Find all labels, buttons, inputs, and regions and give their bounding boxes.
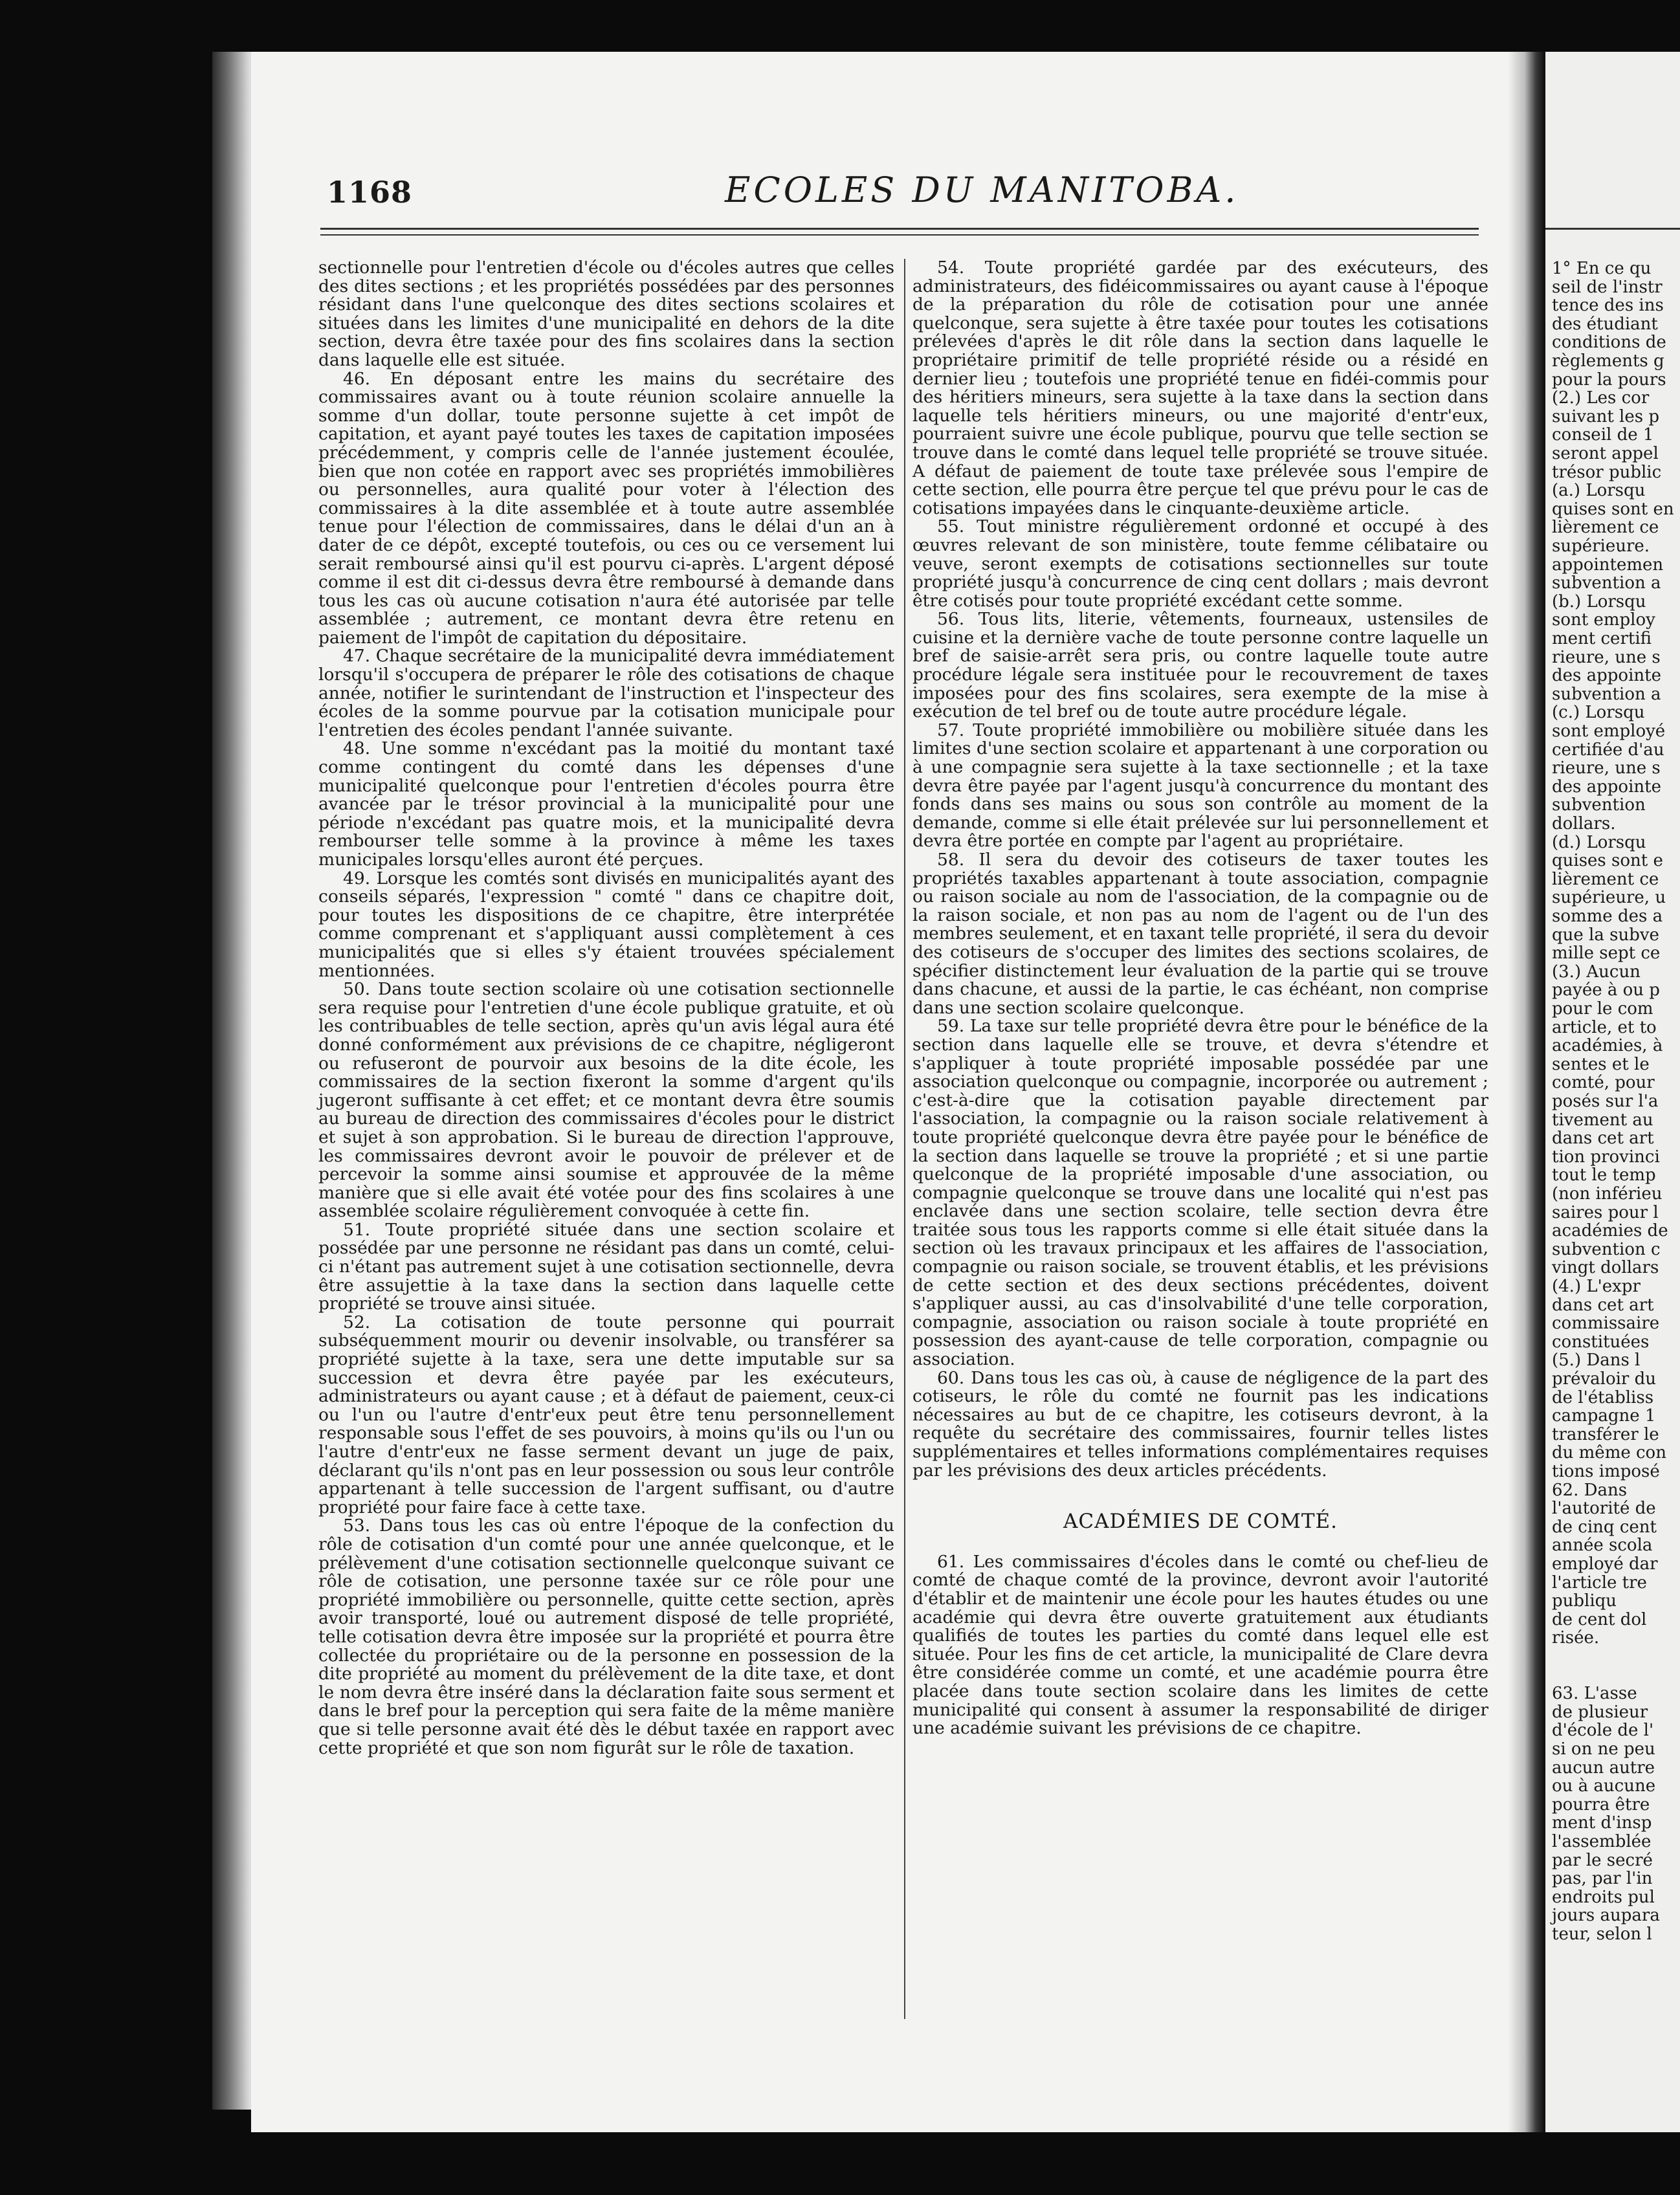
running-head: ECOLES DU MANITOBA.: [725, 170, 1239, 210]
column-divider: [904, 259, 905, 2019]
adjacent-page-line: endroits pul: [1552, 1887, 1655, 1907]
adjacent-page-line: 62. Dans: [1552, 1480, 1628, 1500]
adjacent-page-line: jours aupara: [1552, 1906, 1660, 1926]
section-heading: ACADÉMIES DE COMTÉ.: [1063, 1510, 1338, 1534]
adjacent-page-line: seront appel: [1552, 444, 1659, 463]
adjacent-page-line: suivant les p: [1552, 406, 1660, 426]
adjacent-page-line: du même con: [1552, 1443, 1666, 1463]
adjacent-page-line: rieure, une s: [1552, 758, 1661, 778]
adjacent-page-line: (b.) Lorsqu: [1552, 591, 1646, 612]
adjacent-page-line: appointemen: [1552, 555, 1664, 575]
page-gutter: [1508, 52, 1545, 2132]
paragraph-61: 61. Les commissaires d'écoles dans le comté ou chef-lieu de comté de chaque comté de la province, devront avoir l'autorité d'établir et de maintenir une école pour les hautes études ou une académie qui devra être ouverte gratuitement aux étudiants qualifiés de toutes les parties du comté dans lequel elle est située. Pour les fins de cet article, la municipalité de Clare devra être considérée comme un comté, et une académie pourra être placée dans toute section scolaire dans les limites de cette municipalité qui consent à assumer la responsabilité de diriger une académie suivant les prévisions de ce chapitre.: [912, 1551, 1488, 1739]
adjacent-page-line: trésor public: [1552, 462, 1662, 482]
paragraph-50: 50. Dans toute section scolaire où une cotisation sectionnelle sera requise pour l'entretien d'une école publique gratuite, et où les contribuables de telle section, après qu'un avis légal aura été donné conformément aux prévisions de ce chapitre, négligeront ou refuseront de pourvoir aux besoins de la dite école, les commissaires de la section fixeront la somme d'argent qu'ils jugeront suffisante à cet effet; et ce montant devra être soumis au bureau de direction des commissaires d'écoles pour le district et sujet à son approbation. Si le bureau de direction l'approuve, les commissaires devront avoir le pouvoir de prélever et de percevoir la somme ainsi soumise et approuvée de la même manière que si elle avait été votée pour des fins scolaires à une assemblée scolaire régulièrement convoquée à cette fin.: [318, 979, 894, 1222]
adjacent-page-line: tence des ins: [1552, 296, 1664, 316]
adjacent-page-line: tions imposé: [1552, 1462, 1660, 1481]
adjacent-page-line: saires pour l: [1552, 1202, 1659, 1222]
adjacent-page-line: pour le com: [1552, 999, 1653, 1019]
adjacent-page-line: mille sept ce: [1552, 943, 1661, 964]
adjacent-page-line: quises sont en: [1552, 499, 1674, 519]
paragraph-47: 47. Chaque secrétaire de la municipalité devra immédiatement lorsqu'il s'occupera de préparer le rôle des cotisations de chaque année, notifier le surintendant de l'instruction et l'inspecteur des écoles de la somme pourvue par la cotisation municipale pour l'entretien des écoles pendant l'année suivante.: [318, 646, 894, 740]
adjacent-page-line: si on ne peu: [1552, 1739, 1655, 1759]
adjacent-page-line: dans cet art: [1552, 1129, 1654, 1149]
adjacent-page-line: 63. L'asse: [1552, 1684, 1637, 1704]
paragraph-55: 55. Tout ministre régulièrement ordonné et occupé à des œuvres relevant de son ministère, toute femme célibataire ou veuve, seront exempts de cotisations sectionnelles sur toute propriété jusqu'à concurrence de cinq cent dollars ; mais devront être cotisés pour toute propriété excédant cette somme.: [912, 516, 1488, 611]
adjacent-page-line: de cent dol: [1552, 1609, 1647, 1629]
adjacent-page-line: (non inférieu: [1552, 1184, 1663, 1204]
adjacent-page-line: règlements g: [1552, 351, 1664, 371]
adjacent-page-line: ment d'insp: [1552, 1813, 1652, 1833]
adjacent-page-line: d'école de l': [1552, 1721, 1654, 1741]
adjacent-page-line: de plusieur: [1552, 1702, 1648, 1722]
paragraph-60: 60. Dans tous les cas où, à cause de négligence de la part des cotiseurs, le rôle du comté ne fournit pas les indications nécessaires au but de ce chapitre, les cotiseurs devront, à la requête du secrétaire des commissaires, fournir telles listes supplémentaires et telles informations complémentaires requises par les prévisions des deux articles précédents.: [912, 1367, 1488, 1481]
adjacent-page-line: prévaloir du: [1552, 1369, 1657, 1389]
adjacent-page-line: ment certifi: [1552, 629, 1652, 648]
adjacent-page-line: lièrement ce: [1552, 869, 1659, 889]
adjacent-page-line: (3.) Aucun: [1552, 962, 1641, 982]
header-rule: [320, 228, 1479, 230]
right-column: [912, 259, 1488, 1738]
paragraph-54: 54. Toute propriété gardée par des exécuteurs, des administrateurs, des fidéicommissaires ou ayant cause à l'époque de la préparation du rôle de cotisation pour une année quelconque, sera sujette à être taxée pour toutes les cotisations prélevées d'après le dit rôle dans la section dans laquelle le propriétaire primitif de telle propriété réside ou a résidé en dernier lieu ; toutefois une propriété tenue en fidéi-commis pour des héritiers mineurs, sera sujette à la taxe dans la section dans laquelle tels héritiers mineurs, ou une majorité d'entr'eux, pourraient suivre une école publique, pourvu que telle section se trouve dans le comté dans lequel telle propriété se trouve située. A défaut de paiement de toute taxe prélevée sous l'empire de cette section, elle pourra être perçue tel que prévu pour le cas de cotisations impayées dans le cinquante-deuxième article.: [912, 258, 1488, 518]
adjacent-page-line: teur, selon l: [1552, 1925, 1652, 1944]
adjacent-page-line: posés sur l'a: [1552, 1092, 1659, 1111]
adjacent-page-line: sont employ: [1552, 610, 1655, 630]
paragraph-52: 52. La cotisation de toute personne qui pourrait subséquemment mourir ou devenir insolvable, ou transférer sa propriété sujette à la taxe, sera une dette imputable sur sa succession et devra être payée par les exécuteurs, administrateurs ou ayant cause ; et à défaut de paiement, ceux-ci ou l'un ou l'autre d'entr'eux peut être tenu personnellement responsable sous l'effet de ses pouvoirs, à moins qu'ils ou l'un ou l'autre d'entr'eux ne fasse serment devant un juge de paix, déclarant qu'ils n'ont pas en leur possession ou sous leur contrôle appartenant à telle succession de l'argent suffisant, ou d'autre propriété pour faire face à cette taxe.: [318, 1312, 894, 1517]
adjacent-page-line: seil de l'instr: [1552, 277, 1663, 297]
adjacent-page-line: quises sont e: [1552, 851, 1663, 871]
paragraph-49: 49. Lorsque les comtés sont divisés en municipalités ayant des conseils séparés, l'expression " comté " dans ce chapitre doit, pour toutes les dispositions de ce chapitre, être interprétée comme comprenant et s'appliquant aussi complètement à ces municipalités que si elles s'y étaient trouvées spécialement mentionnées.: [318, 868, 894, 981]
adjacent-page-line: conditions de: [1552, 333, 1666, 353]
paragraph-58: 58. Il sera du devoir des cotiseurs de taxer toutes les propriétés taxables appartenant à toute association, compagnie ou raison sociale au nom de l'association, de la compagnie ou de la raison sociale, et non pas au nom de l'agent ou de l'un des membres seulement, et en taxant telle propriété, il sera du devoir des cotiseurs de s'occuper des limites des sections scolaires, de spécifier distinctement leur évaluation de la partie qui se trouve dans chacune, et aussi de la partie, le cas échéant, non comprise dans une section scolaire quelconque.: [912, 850, 1488, 1018]
adjacent-page-line: (2.) Les cor: [1552, 388, 1650, 408]
adjacent-page-line: de cinq cent: [1552, 1517, 1657, 1537]
adjacent-page-line: subvention c: [1552, 1239, 1661, 1259]
adjacent-page-line: risée.: [1552, 1628, 1600, 1648]
adjacent-page-line: ou à aucune: [1552, 1776, 1656, 1796]
adjacent-page-line: conseil de 1: [1552, 425, 1654, 445]
adjacent-page-line: l'assemblée: [1552, 1832, 1652, 1851]
adjacent-page-line: (a.) Lorsqu: [1552, 481, 1646, 501]
paragraph-57: 57. Toute propriété immobilière ou mobilière située dans les limites d'une section scolaire et appartenant à une corporation ou à une compagnie sera sujette à la taxe sectionnelle ; et la taxe devra être payée par l'agent jusqu'à concurrence du montant des fonds dans ses mains ou sous son contrôle au moment de la demande, comme si elle était prélevée sur lui personnellement et devra être portée en compte par l'agent au propriétaire.: [912, 720, 1488, 852]
adjacent-page-line: employé dar: [1552, 1554, 1658, 1574]
adjacent-page-line: subvention a: [1552, 573, 1661, 593]
adjacent-page-line: constituées: [1552, 1332, 1650, 1352]
left-column: [318, 259, 894, 1758]
adjacent-page-line: sentes et le: [1552, 1054, 1650, 1074]
adjacent-page-line: l'autorité de: [1552, 1499, 1656, 1519]
adjacent-page-line: 1° En ce qu: [1552, 259, 1652, 278]
adjacent-page-line: publiqu: [1552, 1591, 1617, 1611]
adjacent-page-line: (d.) Lorsqu: [1552, 832, 1646, 852]
adjacent-page-line: subvention a: [1552, 684, 1661, 704]
adjacent-page-line: subvention: [1552, 795, 1646, 815]
paragraph-56: 56. Tous lits, literie, vêtements, fourneaux, ustensiles de cuisine et la dernière vache de toute personne contre laquelle un bref de saisie-arrêt sera pris, ou contre laquelle toute autre procédure légale sera instituée pour le recouvrement de taxes imposées pour des fins scolaires, sera exempte de la mise à exécution de tel bref ou de toute autre procédure légale.: [912, 609, 1488, 722]
adjacent-page-line: pour la pours: [1552, 370, 1666, 390]
adjacent-page-line: dans cet art: [1552, 1295, 1654, 1315]
header-rule-secondary: [320, 234, 1479, 236]
page-number: 1168: [327, 175, 413, 210]
adjacent-page-line: transférer le: [1552, 1424, 1659, 1444]
adjacent-page-line: pourra être: [1552, 1794, 1650, 1814]
paragraph-45-continued: sectionnelle pour l'entretien d'école ou d'écoles autres que celles des dites sections ; et les propriétés possédées par des personnes résidant dans l'une quelconque des dites sections scolaires et situées dans les limites d'une municipalité en dehors de la dite section, devra être taxée pour des fins scolaires dans la section dans laquelle elle est située.: [318, 258, 894, 370]
paragraph-59: 59. La taxe sur telle propriété devra être pour le bénéfice de la section dans laquelle elle se trouve, et devra s'étendre et s'appliquer à toute propriété imposable possédée par une association quelconque ou compagnie, incorporée ou autrement ; c'est-à-dire que la cotisation payable directement par l'association, la compagnie ou la raison sociale relativement à toute propriété quelconque devra être payée pour le bénéfice de la section dans laquelle se trouve la propriété ; et si une partie quelconque de la propriété imposable d'une association, ou compagnie quelconque se trouve dans une localité qui n'est pas enclavée dans une section scolaire, telle section devra être traitée sous tous les rapports comme si elle était située dans la section où les travaux principaux et les affaires de l'association, compagnie ou raison sociale, se trouvent établis, et les prévisions de cette section et des deux sections précédentes, doivent s'appliquer aussi, au cas d'insolvabilité d'une telle corporation, compagnie, association ou raison sociale à toute propriété en possession des ayant-cause de telle corporation, compagnie ou association.: [912, 1016, 1488, 1370]
adjacent-page-rule: [1545, 228, 1680, 230]
adjacent-page-line: certifiée d'au: [1552, 740, 1664, 760]
adjacent-page-line: année scola: [1552, 1536, 1653, 1556]
adjacent-page-line: par le secré: [1552, 1850, 1653, 1870]
adjacent-page-line: que la subve: [1552, 925, 1659, 945]
adjacent-page-line: pas, par l'in: [1552, 1869, 1653, 1889]
adjacent-page-line: supérieure.: [1552, 536, 1650, 556]
paragraph-51: 51. Toute propriété située dans une section scolaire et possédée par une personne ne résidant pas dans un comté, celui-ci n'étant pas autrement sujet à une cotisation sectionnelle, devra être assujettie à la taxe dans la section dans laquelle cette propriété se trouve ainsi située.: [318, 1219, 894, 1314]
adjacent-page-line: des appointe: [1552, 777, 1661, 797]
adjacent-page-line: sont employé: [1552, 722, 1666, 741]
paragraph-46: 46. En déposant entre les mains du secrétaire des commissaires avant ou à toute réunion scolaire annuelle la somme d'un dollar, toute personne sujette à cet impôt de capitation, et ayant payé toutes les taxes de capitation imposées précédemment, y compris celle de l'année justement écoulée, bien que non cotée en rapport avec ses propriétés immobilières ou personnelles, aura qualité pour voter à l'élection des commissaires à la dite assemblée et à toute autre assemblée tenue pour l'élection de commissaires, dans le délai d'un an à dater de ce dépôt, excepté toutefois, ou ces ou ce versement lui serait remboursé ainsi qu'il est pourvu ci-après. L'argent déposé comme il est dit ci-dessus devra être remboursé à demande dans tous les cas où aucune cotisation n'aura été autorisée par telle assemblée ; autrement, ce montant devra être retenu en paiement de l'impôt de capitation du dépositaire.: [318, 368, 894, 648]
adjacent-page-line: tivement au: [1552, 1110, 1653, 1130]
adjacent-page-line: de l'établiss: [1552, 1387, 1654, 1407]
adjacent-page-line: (4.) L'expr: [1552, 1277, 1641, 1296]
adjacent-page-line: académies, à: [1552, 1036, 1663, 1056]
adjacent-page-line: payée à ou p: [1552, 980, 1660, 1000]
paragraph-53: 53. Dans tous les cas où entre l'époque de la confection du rôle de cotisation d'un comté pour une année quelconque, et le prélèvement d'une cotisation sectionnelle quelconque suivant ce rôle de cotisation, une personne taxée sur ce rôle pour une propriété immobilière ou personnelle, quitte cette section, après avoir transporté, loué ou autrement disposé de telle propriété, telle cotisation devra être imposée sur la propriété et pourra être collectée du propriétaire ou de la personne en possession de la dite propriété au moment du prélèvement de la dite taxe, et dont le nom devra être inséré dans la déclaration faite sous serment et dans le bref pour la perception qui sera faite de la même manière que si telle personne avait été dès le début taxée en rapport avec cette propriété et que son nom figurât sur le rôle de taxation.: [318, 1516, 894, 1758]
adjacent-page-line: vingt dollars: [1552, 1258, 1659, 1278]
adjacent-page-line: (5.) Dans l: [1552, 1351, 1641, 1371]
adjacent-page-line: des étudiant: [1552, 314, 1658, 334]
adjacent-page-line: supérieure, u: [1552, 888, 1666, 908]
adjacent-page-line: lièrement ce: [1552, 518, 1659, 538]
adjacent-page-line: comté, pour: [1552, 1073, 1655, 1093]
adjacent-page-line: campagne 1: [1552, 1406, 1656, 1426]
adjacent-page-line: aucun autre: [1552, 1758, 1655, 1778]
adjacent-page-line: académies de: [1552, 1221, 1668, 1241]
adjacent-page-line: l'article tre: [1552, 1572, 1647, 1593]
adjacent-page-line: article, et to: [1552, 1017, 1657, 1037]
adjacent-page-line: des appointe: [1552, 666, 1661, 686]
adjacent-page-line: somme des a: [1552, 907, 1663, 926]
adjacent-page-line: rieure, une s: [1552, 647, 1661, 667]
adjacent-page-line: commissaire: [1552, 1314, 1660, 1334]
adjacent-page-line: (c.) Lorsqu: [1552, 703, 1645, 723]
adjacent-page-line: tion provinci: [1552, 1147, 1660, 1167]
adjacent-page-line: dollars.: [1552, 814, 1616, 833]
paragraph-48: 48. Une somme n'excédant pas la moitié du montant taxé comme contingent du comté dans les dépenses d'une municipalité quelconque pour l'entretien d'écoles pourra être avancée par le trésor provincial à la municipalité pour une période n'excédant pas quatre mois, et la municipalité devra rembourser telle somme à la province à même les taxes municipales lorsqu'elles auront été perçues.: [318, 738, 894, 870]
adjacent-page-line: tout le temp: [1552, 1165, 1656, 1186]
